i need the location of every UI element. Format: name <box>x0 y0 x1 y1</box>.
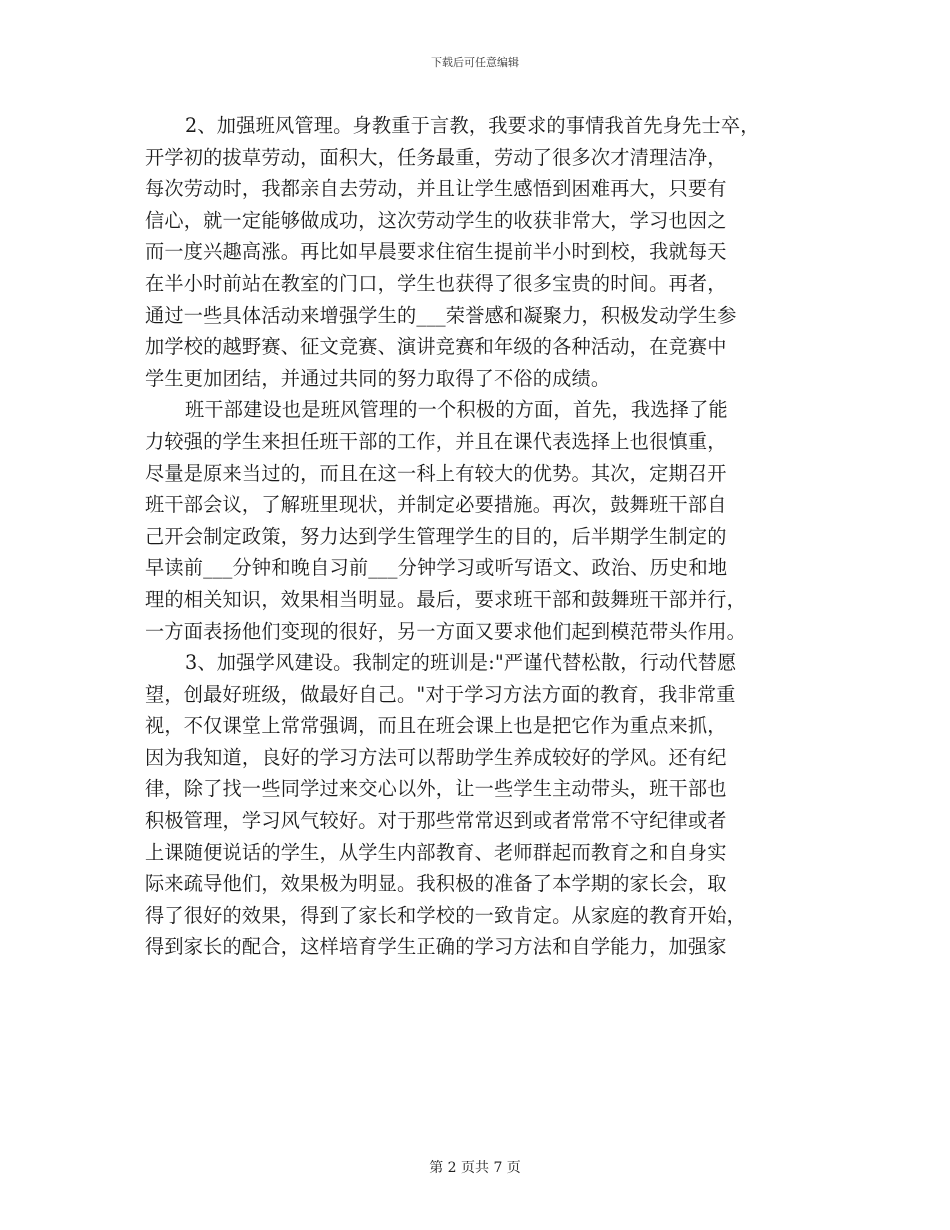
paragraph-line: 上课随便说话的学生，从学生内部教育、老师群起而教育之和自身实 <box>145 840 727 864</box>
paragraph-line: 开学初的拔草劳动，面积大，任务最重，劳动了很多次才清理洁净， <box>145 145 727 169</box>
paragraph-line: 尽量是原来当过的，而且在这一科上有较大的优势。其次，定期召开 <box>145 461 727 485</box>
paragraph-line: 际来疏导他们，效果极为明显。我积极的准备了本学期的家长会，取 <box>145 872 727 896</box>
paragraph-line: 律，除了找一些同学过来交心以外，让一些学生主动带头，班干部也 <box>145 777 727 801</box>
paragraph-line: 班干部会议，了解班里现状，并制定必要措施。再次，鼓舞班干部自 <box>145 493 727 517</box>
paragraph-line: 早读前___分钟和晚自习前___分钟学习或听写语文、政治、历史和地 <box>145 556 728 580</box>
paragraph-line: 在半小时前站在教室的门口，学生也获得了很多宝贵的时间。再者， <box>145 271 727 295</box>
paragraph-line: 力较强的学生来担任班干部的工作，并且在课代表选择上也很慎重， <box>145 429 727 453</box>
paragraph-line: 得到家长的配合，这样培育学生正确的学习方法和自学能力，加强家 <box>145 935 727 959</box>
paragraph-line: 积极管理，学习风气较好。对于那些常常迟到或者常常不守纪律或者 <box>145 809 727 833</box>
body-text <box>145 110 805 963</box>
paragraph-line: 望，创最好班级，做最好自己。"对于学习方法方面的教育，我非常重 <box>145 682 736 706</box>
paragraph-line: 己开会制定政策，努力达到学生管理学生的目的，后半期学生制定的 <box>145 524 727 548</box>
page-header: 下载后可任意编辑 <box>431 56 519 69</box>
paragraph-line: 因为我知道，良好的学习方法可以帮助学生养成较好的学风。还有纪 <box>145 745 727 769</box>
paragraph-line: 而一度兴趣高涨。再比如早晨要求住宿生提前半小时到校，我就每天 <box>145 240 727 264</box>
paragraph-line: 班干部建设也是班风管理的一个积极的方面，首先，我选择了能 <box>185 398 728 422</box>
paragraph-line: 信心，就一定能够做成功，这次劳动学生的收获非常大，学习也因之 <box>145 208 727 232</box>
page-number: 第 2 页共 7 页 <box>429 1160 521 1176</box>
paragraph-line: 加学校的越野赛、征文竞赛、演讲竞赛和年级的各种活动，在竞赛中 <box>145 335 727 359</box>
paragraph-line: 视，不仅课堂上常常强调，而且在班会课上也是把它作为重点来抓， <box>145 714 727 738</box>
paragraph-line: 学生更加团结，并通过共同的努力取得了不俗的成绩。 <box>145 366 611 390</box>
paragraph-line: 3、加强学风建设。我制定的班训是:"严谨代替松散，行动代替愿 <box>185 651 737 675</box>
paragraph-line: 得了很好的效果，得到了家长和学校的一致肯定。从家庭的教育开始， <box>145 903 747 927</box>
paragraph-line: 通过一些具体活动来增强学生的___荣誉感和凝聚力，积极发动学生参 <box>145 303 737 327</box>
paragraph-line: 理的相关知识，效果相当明显。最后，要求班干部和鼓舞班干部并行， <box>145 587 747 611</box>
paragraph-line: 一方面表扬他们变现的很好，另一方面又要求他们起到模范带头作用。 <box>145 619 747 643</box>
paragraph-line: 每次劳动时，我都亲自去劳动，并且让学生感悟到困难再大，只要有 <box>145 177 727 201</box>
paragraph-line: 2、加强班风管理。身教重于言教，我要求的事情我首先身先士卒， <box>185 114 760 137</box>
